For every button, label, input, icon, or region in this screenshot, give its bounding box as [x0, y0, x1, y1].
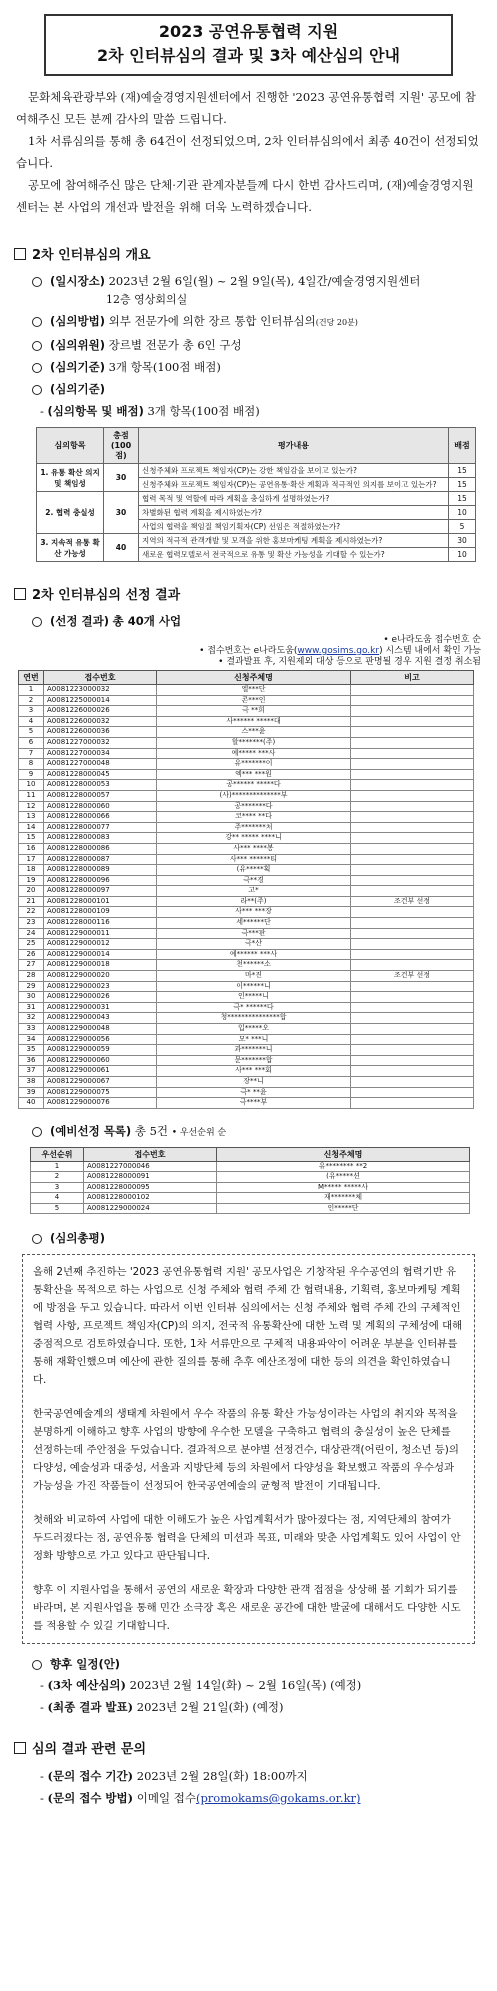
table-row: [19, 1045, 474, 1056]
remark: [351, 1098, 474, 1109]
applicant-name: 사*** ******티: [157, 854, 351, 865]
selection-header: 비고: [351, 671, 474, 685]
remark: [351, 865, 474, 876]
remark: [351, 843, 474, 854]
receipt-number: A0081228000116: [44, 918, 157, 929]
row-number: 16: [19, 843, 44, 854]
table-row: [19, 780, 474, 791]
remark: [351, 769, 474, 780]
section-contact-heading: 심의 결과 관련 문의: [14, 1738, 487, 1757]
remark: [351, 1076, 474, 1087]
table-row: [19, 1066, 474, 1077]
applicant-name: 모* ***니: [157, 1034, 351, 1045]
row-number: 24: [19, 928, 44, 939]
receipt-number: A0081229000056: [44, 1034, 157, 1045]
applicant-name: 인*****니: [157, 992, 351, 1003]
table-row: [19, 854, 474, 865]
circle-bullet-icon: [32, 617, 42, 627]
row-number: 40: [19, 1098, 44, 1109]
applicant-name: 극 **희: [157, 706, 351, 717]
receipt-number: A0081229000059: [44, 1045, 157, 1056]
remark: [351, 1066, 474, 1077]
applicant-name: 문*******합: [157, 1055, 351, 1066]
receipt-number: A0081228000097: [44, 886, 157, 897]
criteria-row: 신청주체와 프로젝트 책임자(CP)는 공연유통·확산 계획과 적극적인 의지를 보이고 있는가? 15: [37, 478, 476, 492]
remark: [351, 1034, 474, 1045]
notice-page: [0, 14, 497, 1991]
criteria-header: 총점(100점): [104, 428, 139, 464]
preliminary-table: [30, 1147, 470, 1215]
table-row: [31, 1161, 470, 1172]
receipt-number: A0081227000048: [44, 759, 157, 770]
row-number: 30: [19, 992, 44, 1003]
applicant-name: 재*******체: [217, 1193, 470, 1204]
title-line-1: 2023 공연유통협력 지원: [158, 22, 339, 41]
applicant-name: 사*** ***회: [157, 1066, 351, 1077]
remark: [351, 918, 474, 929]
results-notes: • e나라도움 접수번호 순 • 접수번호는 e나라도움(www.gosims.go.kr) 시스템 내에서 확인 가능 • 결과발표 후, 지원제외 대상 등으로 판명될 경우 지원 결정 취소됨: [199, 635, 481, 667]
row-number: 21: [19, 896, 44, 907]
applicant-name: 극*산: [157, 939, 351, 950]
table-row: [19, 992, 474, 1003]
remark: [351, 706, 474, 717]
remark: [351, 939, 474, 950]
overview-place-cont: 12층 영상회의실: [106, 293, 188, 306]
receipt-number: A0081228000091: [84, 1172, 217, 1183]
receipt-number: A0081228000086: [44, 843, 157, 854]
row-number: 8: [19, 759, 44, 770]
applicant-name: 청***************합: [157, 1013, 351, 1024]
receipt-number: A0081227000046: [84, 1161, 217, 1172]
row-number: 37: [19, 1066, 44, 1077]
row-number: 10: [19, 780, 44, 791]
applicant-name: 극***판: [157, 928, 351, 939]
remark: [351, 886, 474, 897]
applicant-name: 스***윤: [157, 727, 351, 738]
receipt-number: A0081226000026: [44, 706, 157, 717]
preliminary-summary: (예비선정 목록) 총 5건 • 우선순위 순: [32, 1121, 487, 1143]
row-number: 11: [19, 790, 44, 801]
table-row: [19, 886, 474, 897]
applicant-name: (사)**************부: [157, 790, 351, 801]
receipt-number: A0081227000032: [44, 737, 157, 748]
receipt-number: A0081229000048: [44, 1024, 157, 1035]
contact-period: - (문의 접수 기간) 2023년 2월 28일(화) 18:00까지: [40, 1769, 308, 1784]
row-number: 18: [19, 865, 44, 876]
table-row: [19, 801, 474, 812]
review-paragraph: 첫해와 비교하여 사업에 대한 이해도가 높은 사업계획서가 많아졌다는 점, 지역단체의 참여가 두드러졌다는 점, 공연유통 협력을 단체의 미션과 목표, 미래와 맞춘 사업계획도 있어 사업이 안정화 방향으로 가고 있다고 판단됩니다.: [33, 1514, 461, 1563]
table-row: [19, 727, 474, 738]
remark: [351, 822, 474, 833]
contact-method: - (문의 접수 방법) 이메일 접수(promokams@gokams.or.kr): [40, 1791, 361, 1806]
priority: 3: [31, 1182, 84, 1193]
applicant-name: 극**경: [157, 875, 351, 886]
receipt-number: A0081228000101: [44, 896, 157, 907]
intro-paragraph: 문화체육관광부와 (재)예술경영지원센터에서 진행한 '2023 공연유통협력 지원' 공모에 참여해주신 모든 분께 감사의 말씀 드립니다.: [16, 90, 476, 126]
applicant-name: 마*진: [157, 971, 351, 982]
row-number: 28: [19, 971, 44, 982]
table-row: [19, 960, 474, 971]
row-number: 15: [19, 833, 44, 844]
applicant-name: 유******** **2: [217, 1161, 470, 1172]
applicant-name: 사*** ****봉: [157, 843, 351, 854]
applicant-name: 극****부: [157, 1098, 351, 1109]
section-results-heading: 2차 인터뷰심의 선정 결과: [14, 584, 487, 603]
remark: [351, 1013, 474, 1024]
receipt-number: A0081229000024: [84, 1203, 217, 1214]
receipt-number: A0081228000053: [44, 780, 157, 791]
table-row: [19, 812, 474, 823]
row-number: 3: [19, 706, 44, 717]
receipt-number: A0081229000060: [44, 1055, 157, 1066]
receipt-number: A0081229000061: [44, 1066, 157, 1077]
circle-bullet-icon: [32, 1127, 42, 1137]
table-row: [19, 1024, 474, 1035]
row-number: 25: [19, 939, 44, 950]
selection-header: 신청주체명: [157, 671, 351, 685]
row-number: 13: [19, 812, 44, 823]
table-row: [19, 790, 474, 801]
applicant-name: (유*****획: [157, 865, 351, 876]
row-number: 26: [19, 949, 44, 960]
table-row: [19, 759, 474, 770]
remark: [351, 790, 474, 801]
circle-bullet-icon: [32, 385, 42, 395]
title-box: [44, 14, 453, 76]
remark: [351, 685, 474, 696]
applicant-name: 공****** *****다: [157, 780, 351, 791]
table-row: [19, 737, 474, 748]
gosims-link[interactable]: www.gosims.go.kr: [297, 646, 380, 656]
receipt-number: A0081229000018: [44, 960, 157, 971]
table-row: [19, 1076, 474, 1087]
criteria-row: 2. 협력 충실성 30 협력 목적 및 역할에 따라 계획을 충실하게 설명하였는가? 15: [37, 492, 476, 506]
applicant-name: 콘***인: [157, 695, 351, 706]
table-row: [19, 833, 474, 844]
applicant-name: 강** ***** ****니: [157, 833, 351, 844]
remark: [351, 1002, 474, 1013]
row-number: 19: [19, 875, 44, 886]
intro-paragraph: 공모에 참여해주신 많은 단체·기관 관계자분들께 다시 한번 감사드리며, (재)예술경영지원센터는 본 사업의 개선과 발전을 위해 더욱 노력하겠습니다.: [16, 178, 474, 214]
receipt-number: A0081228000057: [44, 790, 157, 801]
table-row: [19, 1098, 474, 1109]
applicant-name: 극* ******다: [157, 1002, 351, 1013]
remark: 조건부 선정: [351, 971, 474, 982]
table-row: [19, 769, 474, 780]
intro-paragraph: 1차 서류심의를 통해 총 64건이 선정되었으며, 2차 인터뷰심의에서 최종 40건이 선정되었습니다.: [16, 134, 479, 170]
row-number: 38: [19, 1076, 44, 1087]
row-number: 36: [19, 1055, 44, 1066]
table-row: [31, 1203, 470, 1214]
remark: [351, 780, 474, 791]
table-row: [19, 1055, 474, 1066]
preliminary-header: 접수번호: [84, 1147, 217, 1161]
applicant-name: 극* **윤: [157, 1087, 351, 1098]
table-row: [19, 685, 474, 696]
receipt-number: A0081229000014: [44, 949, 157, 960]
remark: [351, 875, 474, 886]
selection-table: [18, 670, 474, 1109]
priority: 4: [31, 1193, 84, 1204]
criteria-row: 1. 유통 확산 의지 및 책임성 30 신청주체와 프로젝트 책임자(CP)는 강한 책임감을 보이고 있는가? 15: [37, 464, 476, 478]
priority: 2: [31, 1172, 84, 1183]
review-box: [22, 1254, 475, 1644]
receipt-number: A0081228000087: [44, 854, 157, 865]
table-row: [19, 896, 474, 907]
circle-bullet-icon: [32, 363, 42, 373]
criteria-header: 심의항목: [37, 428, 104, 464]
receipt-number: A0081229000026: [44, 992, 157, 1003]
row-number: 35: [19, 1045, 44, 1056]
remark: [351, 960, 474, 971]
receipt-number: A0081226000032: [44, 716, 157, 727]
row-number: 31: [19, 1002, 44, 1013]
receipt-number: A0081228000095: [84, 1182, 217, 1193]
review-paragraph: 향후 이 지원사업을 통해서 공연의 새로운 확장과 다양한 관객 접점을 상상해 볼 기회가 되기를 바라며, 본 지원사업을 통해 민간 소극장 혹은 새로운 공간에 대한 발굴에 대해서도 다양한 시도를 적용할 수 있길 기대합니다.: [33, 1584, 461, 1633]
receipt-number: A0081229000023: [44, 981, 157, 992]
table-row: [19, 1087, 474, 1098]
priority: 5: [31, 1203, 84, 1214]
selection-header: 접수번호: [44, 671, 157, 685]
table-row: [19, 716, 474, 727]
remark: [351, 1087, 474, 1098]
remark: [351, 907, 474, 918]
row-number: 17: [19, 854, 44, 865]
table-row: [19, 971, 474, 982]
receipt-number: A0081228000045: [44, 769, 157, 780]
applicant-name: 공*******다: [157, 801, 351, 812]
criteria-row: 새로운 협력모델로서 전국적으로 유통 및 확산 가능성을 기대할 수 있는가? 10: [37, 548, 476, 562]
preliminary-header: 신청주체명: [217, 1147, 470, 1161]
review-paragraph: 한국공연예술계의 생태계 차원에서 우수 작품의 유통 확산 가능성이라는 사업의 취지와 목적을 분명하게 이해하고 향후 사업의 방향에 우수한 모델을 구축하고 협력의 충실성이 높은 단체를 선정하는데 주안점을 두었습니다. 결과적으로 분야별 선정건수, 대상관객(어린이, 청소년 등)의 다양성, 예술성과 대중성, 서울과 지방단체 등의 차원에서 다양성을 확보했고 작품의 우수성과 가능성을 가진 작품들이 선정되어 한국공연예술의 균형적 발전이 기대됩니다.: [33, 1408, 459, 1493]
row-number: 9: [19, 769, 44, 780]
table-row: [31, 1182, 470, 1193]
priority: 1: [31, 1161, 84, 1172]
remark: [351, 949, 474, 960]
schedule-label: 향후 일정(안): [32, 1654, 487, 1674]
applicant-name: 할*******(주): [157, 737, 351, 748]
applicant-name: 고*: [157, 886, 351, 897]
applicant-name: 장**니: [157, 1076, 351, 1087]
schedule-item-budget: - (3차 예산심의) 2023년 2월 14일(화) ~ 2월 16일(목) (예정): [40, 1678, 362, 1693]
row-number: 6: [19, 737, 44, 748]
circle-bullet-icon: [32, 341, 42, 351]
remark: [351, 727, 474, 738]
remark: [351, 748, 474, 759]
applicant-name: (유*****션: [217, 1172, 470, 1183]
circle-bullet-icon: [32, 1234, 42, 1244]
row-number: 22: [19, 907, 44, 918]
checkbox-square-icon: [14, 588, 26, 600]
row-number: 1: [19, 685, 44, 696]
table-row: [31, 1172, 470, 1183]
overview-method: (심의방법) 외부 전문가에 의한 장르 통합 인터뷰심의(건당 20분): [32, 311, 487, 333]
applicant-name: 입*****오: [157, 1024, 351, 1035]
receipt-number: A0081228000083: [44, 833, 157, 844]
table-row: [19, 706, 474, 717]
receipt-number: A0081229000012: [44, 939, 157, 950]
applicant-name: 엑*** ***원: [157, 769, 351, 780]
table-row: [19, 875, 474, 886]
receipt-number: A0081229000067: [44, 1076, 157, 1087]
remark: [351, 695, 474, 706]
applicant-name: 세******단: [157, 918, 351, 929]
table-row: [19, 822, 474, 833]
review-paragraph: 올해 2년째 추진하는 '2023 공연유통협력 지원' 공모사업은 기창작된 우수공연의 협력기반 유통확산을 목적으로 하는 사업으로 신청 주체와 협력 주체 간 협력내용, 기획력, 홍보마케팅 계획에 방점을 두고 있습니다. 따라서 이번 인터뷰 심의에서는 신청 주체와 협력 주체 간의 구체적인 협력 사항, 프로젝트 책임자(CP)의 의지, 전국적 유통확산에 대한 노력 및 계획의 구체성에 대해 중점적으로 검토하였습니다. 또한, 1차 서류만으로 구체적 내용파악이 어려운 부분을 인터뷰를 통해 재확인했으며 예산에 관한 질의를 통해 추후 예산조정에 대한 등의 의견을 확인하였습니다.: [33, 1266, 463, 1387]
receipt-number: A0081228000077: [44, 822, 157, 833]
table-row: [19, 939, 474, 950]
applicant-name: 코**** **다: [157, 812, 351, 823]
row-number: 27: [19, 960, 44, 971]
schedule-item-final: - (최종 결과 발표) 2023년 2월 21일(화) (예정): [40, 1700, 284, 1715]
row-number: 5: [19, 727, 44, 738]
section-overview-heading: 2차 인터뷰심의 개요: [14, 244, 487, 263]
row-number: 32: [19, 1013, 44, 1024]
applicant-name: 예***** ***사: [157, 748, 351, 759]
remark: [351, 759, 474, 770]
row-number: 23: [19, 918, 44, 929]
table-row: [19, 981, 474, 992]
receipt-number: A0081226000036: [44, 727, 157, 738]
title-line-2: 2차 인터뷰심의 결과 및 3차 예산심의 안내: [97, 46, 400, 65]
remark: [351, 1045, 474, 1056]
criteria-row: 사업의 협력을 책임질 책임기획자(CP) 선임은 적절하였는가? 5: [37, 520, 476, 534]
receipt-number: A0081228000109: [44, 907, 157, 918]
remark: 조건부 선정: [351, 896, 474, 907]
criteria-row: 3. 지속적 유통 확산 가능성 40 지역의 적극적 관객개발 및 모객을 위한 홍보마케팅 계획을 제시하였는가? 30: [37, 534, 476, 548]
table-row: [19, 1002, 474, 1013]
row-number: 39: [19, 1087, 44, 1098]
receipt-number: A0081229000011: [44, 928, 157, 939]
overview-criteria: (심의기준) 3개 항목(100점 배점): [32, 357, 487, 377]
table-row: [19, 928, 474, 939]
applicant-name: 인*****단: [217, 1203, 470, 1214]
table-row: [19, 918, 474, 929]
row-number: 7: [19, 748, 44, 759]
applicant-name: 예****** ***사: [157, 949, 351, 960]
applicant-name: 이******니: [157, 981, 351, 992]
circle-bullet-icon: [32, 277, 42, 287]
remark: [351, 981, 474, 992]
results-summary: (선정 결과) 총 40개 사업: [32, 611, 487, 631]
overview-place: (일시장소) 2023년 2월 6일(월) ~ 2월 9일(목), 4일간/예술경영지원센터: [32, 271, 487, 291]
receipt-number: A0081228000060: [44, 801, 157, 812]
receipt-number: A0081228000066: [44, 812, 157, 823]
table-row: [19, 907, 474, 918]
criteria-header: 평가내용: [139, 428, 449, 464]
remark: [351, 812, 474, 823]
overview-criteria-2: (심의기준): [32, 379, 487, 399]
receipt-number: A0081228000089: [44, 865, 157, 876]
receipt-number: A0081223000032: [44, 685, 157, 696]
receipt-number: A0081229000076: [44, 1098, 157, 1109]
remark: [351, 737, 474, 748]
applicant-name: 유*******이: [157, 759, 351, 770]
row-number: 14: [19, 822, 44, 833]
applicant-name: 라**(주): [157, 896, 351, 907]
applicant-name: M***** *****사: [217, 1182, 470, 1193]
receipt-number: A0081229000043: [44, 1013, 157, 1024]
selection-header: 연번: [19, 671, 44, 685]
row-number: 12: [19, 801, 44, 812]
preliminary-header: 우선순위: [31, 1147, 84, 1161]
circle-bullet-icon: [32, 317, 42, 327]
email-link[interactable]: (promokams@gokams.or.kr): [195, 1791, 361, 1806]
criteria-header: 배점: [449, 428, 476, 464]
remark: [351, 928, 474, 939]
circle-bullet-icon: [32, 1660, 42, 1670]
remark: [351, 833, 474, 844]
remark: [351, 854, 474, 865]
table-row: [19, 949, 474, 960]
table-row: [19, 1013, 474, 1024]
review-label: (심의총평): [32, 1228, 487, 1248]
applicant-name: 엘***단: [157, 685, 351, 696]
checkbox-square-icon: [14, 248, 26, 260]
remark: [351, 716, 474, 727]
receipt-number: A0081229000075: [44, 1087, 157, 1098]
receipt-number: A0081227000034: [44, 748, 157, 759]
table-row: [19, 865, 474, 876]
receipt-number: A0081228000102: [84, 1193, 217, 1204]
checkbox-square-icon: [14, 1742, 26, 1754]
applicant-name: 과*******니: [157, 1045, 351, 1056]
row-number: 20: [19, 886, 44, 897]
applicant-name: 사****** *****대: [157, 716, 351, 727]
criteria-table: [36, 427, 476, 562]
table-row: [19, 748, 474, 759]
receipt-number: A0081229000020: [44, 971, 157, 982]
remark: [351, 1024, 474, 1035]
overview-committee: (심의위원) 장르별 전문가 총 6인 구성: [32, 335, 487, 355]
row-number: 2: [19, 695, 44, 706]
overview-criteria-sub: - (심의항목 및 배점) 3개 항목(100점 배점): [40, 404, 260, 418]
remark: [351, 992, 474, 1003]
intro-text: [16, 86, 481, 218]
remark: [351, 801, 474, 812]
applicant-name: 사*** ***장: [157, 907, 351, 918]
applicant-name: 천******소: [157, 960, 351, 971]
row-number: 29: [19, 981, 44, 992]
receipt-number: A0081228000096: [44, 875, 157, 886]
table-row: [31, 1193, 470, 1204]
receipt-number: A0081229000031: [44, 1002, 157, 1013]
remark: [351, 1055, 474, 1066]
table-row: [19, 1034, 474, 1045]
applicant-name: 주*******처: [157, 822, 351, 833]
table-row: [19, 695, 474, 706]
criteria-row: 차별화된 협력 계획을 제시하였는가? 10: [37, 506, 476, 520]
row-number: 34: [19, 1034, 44, 1045]
row-number: 4: [19, 716, 44, 727]
receipt-number: A0081225000014: [44, 695, 157, 706]
table-row: [19, 843, 474, 854]
row-number: 33: [19, 1024, 44, 1035]
